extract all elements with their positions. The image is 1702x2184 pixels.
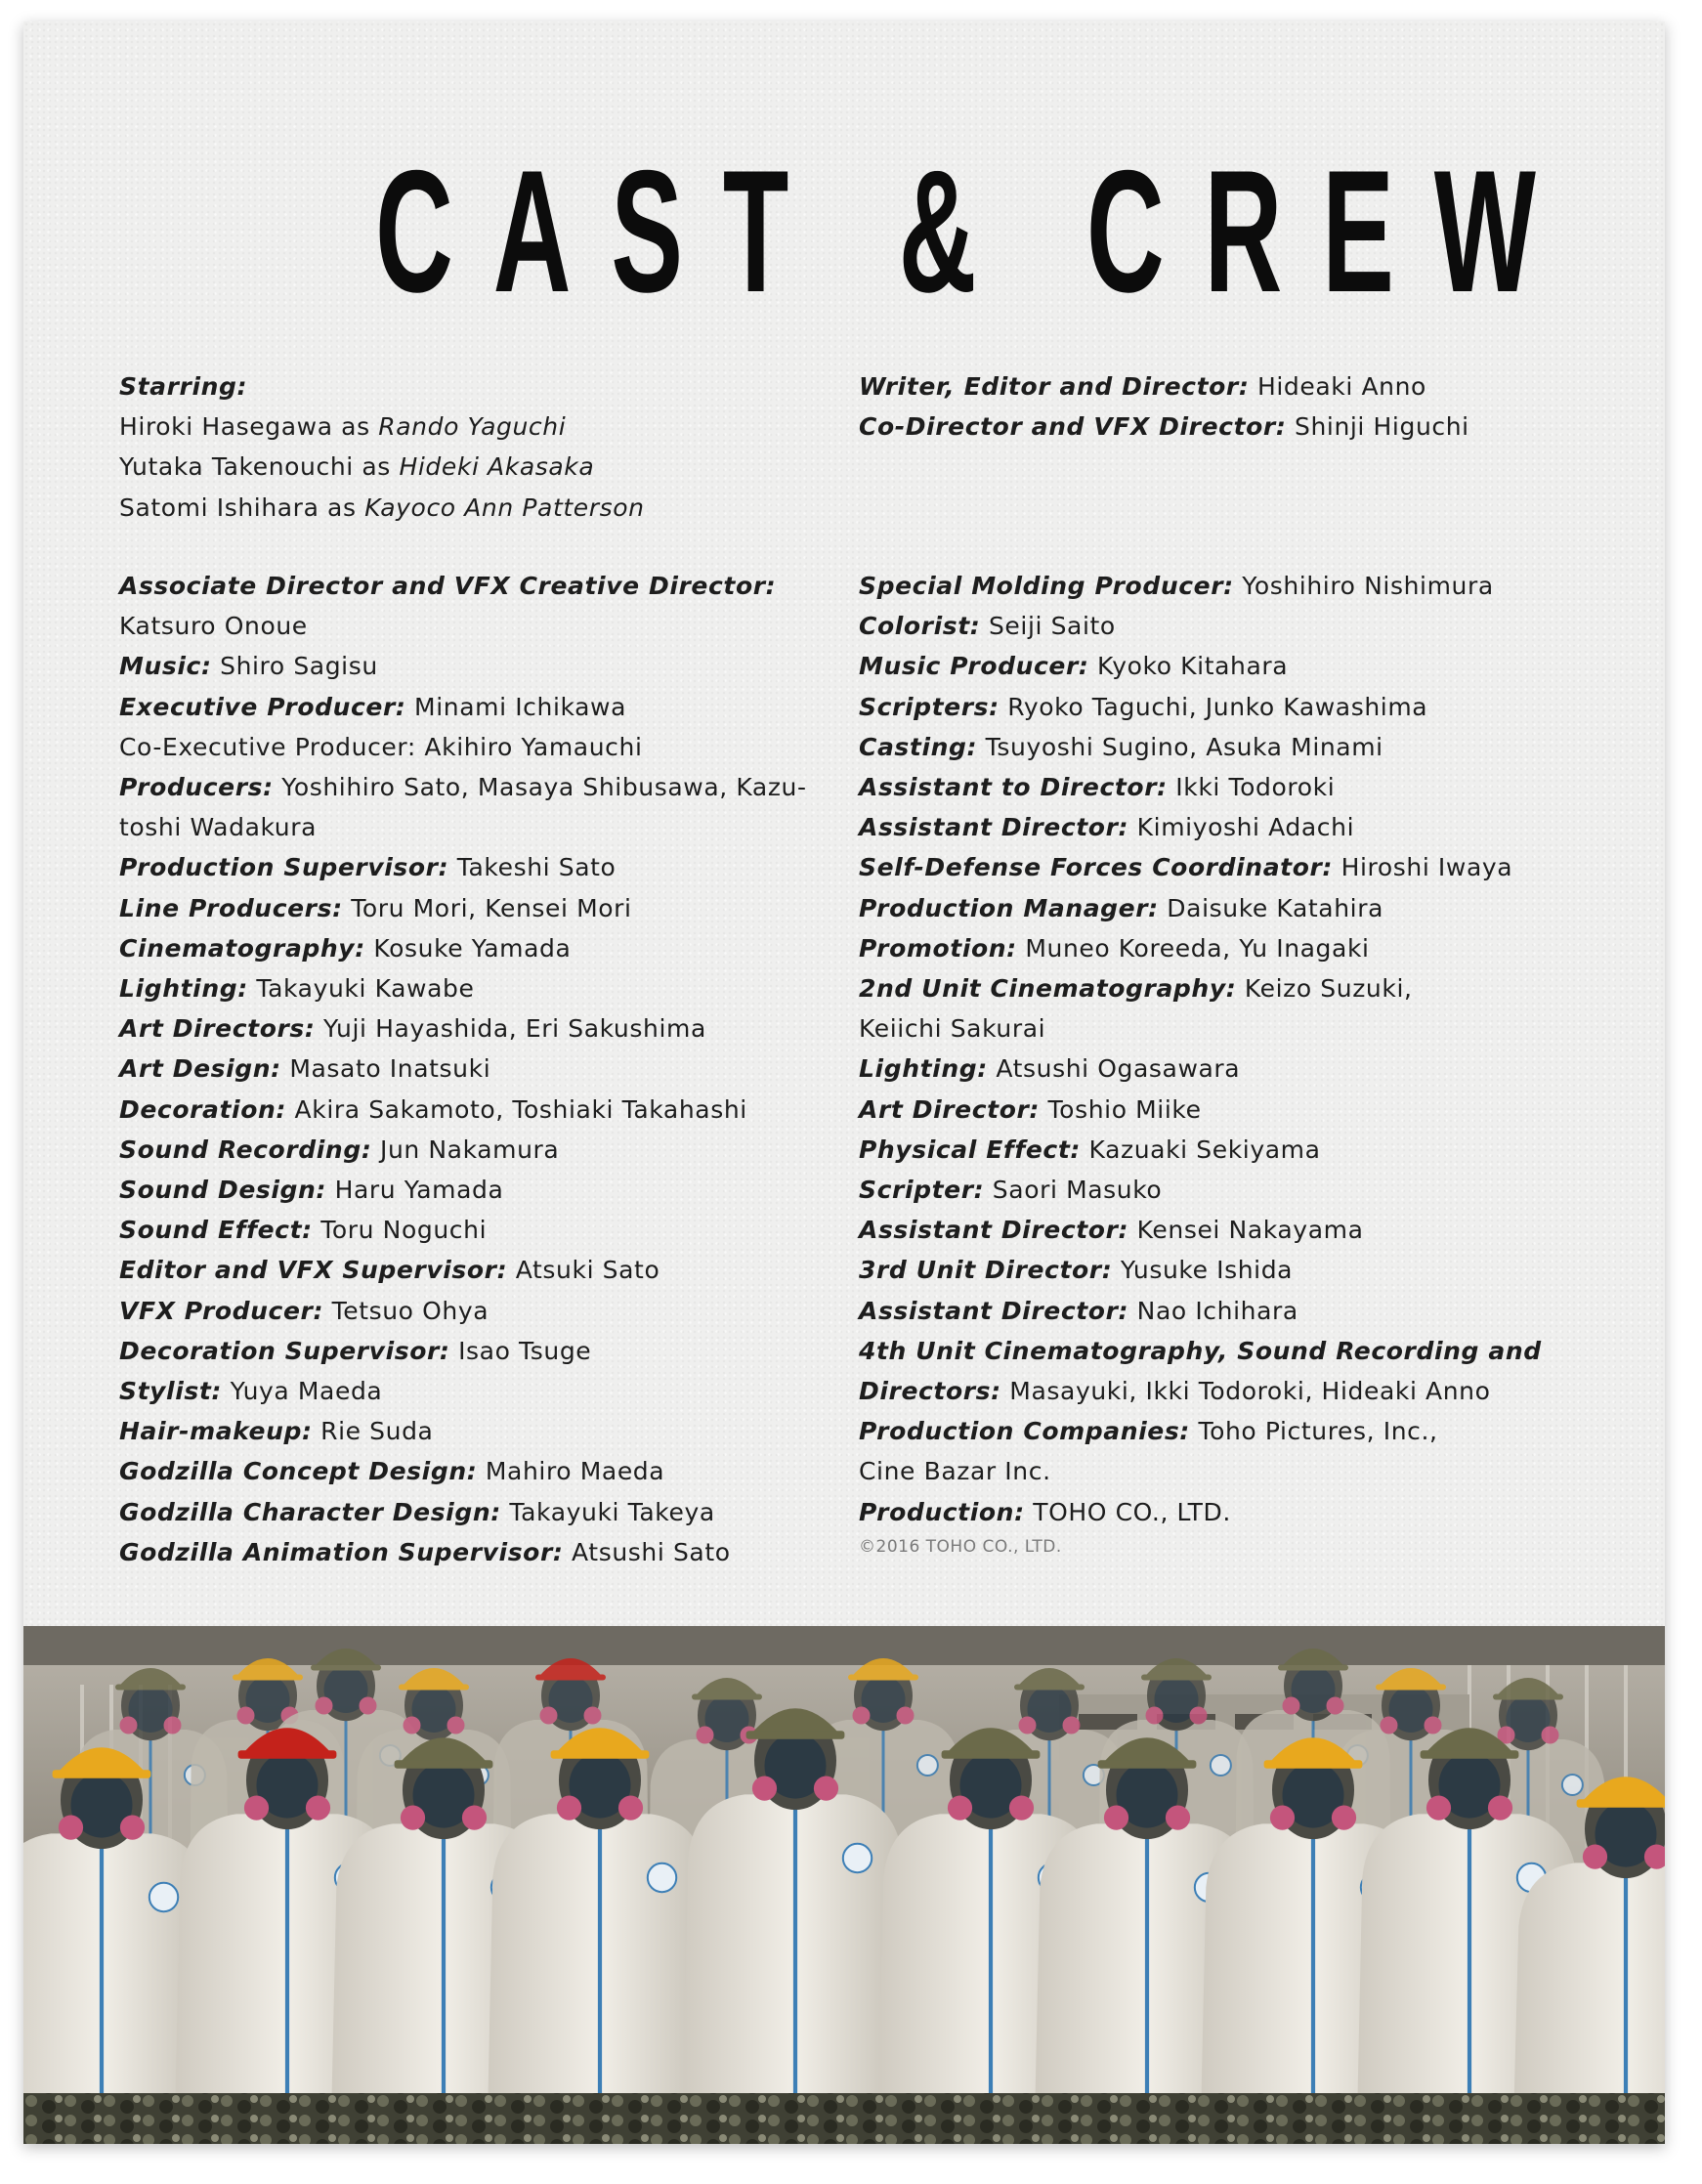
credit-role: Music: <box>119 652 212 681</box>
credit-line <box>119 1371 842 1411</box>
credit-role: Decoration: <box>119 1094 286 1124</box>
credit-role: Assistant Director: <box>859 813 1129 842</box>
credit-name: Haru Yamada <box>326 1176 504 1205</box>
credit-line <box>119 1170 842 1210</box>
credit-role: Executive Producer: <box>119 692 406 721</box>
credit-name: Kyoko Kitahara <box>1088 652 1289 681</box>
credit-line <box>119 928 842 968</box>
credit-role: Decoration Supervisor: <box>119 1336 450 1365</box>
credit-role: Stylist: <box>119 1377 223 1406</box>
credit-name: Toru Mori, Kensei Mori <box>342 893 632 922</box>
credit-role: Production Supervisor: <box>119 853 449 882</box>
credit-name: Masayuki, Ikki Todoroki, Hideaki Anno <box>1000 1377 1491 1406</box>
credit-line <box>859 407 1601 447</box>
credit-role: Hair-makeup: <box>119 1417 313 1446</box>
credit-line <box>859 1049 1601 1089</box>
crew-list-right <box>859 566 1601 1532</box>
credit-line <box>119 968 842 1008</box>
credit-line <box>859 767 1601 807</box>
credit-name: TOHO CO., LTD. <box>1024 1497 1231 1526</box>
credit-role: Self-Defense Forces Coordinator: <box>859 853 1334 882</box>
credit-line <box>859 807 1601 847</box>
credit-role: Godzilla Character Design: <box>119 1497 501 1526</box>
credit-line <box>859 1411 1601 1451</box>
credit-line <box>859 366 1601 407</box>
direction-block <box>859 366 1601 447</box>
cast-line <box>119 447 842 487</box>
credit-role: Line Producers: <box>119 893 343 922</box>
credit-line <box>859 1492 1601 1532</box>
credit-role: VFX Producer: <box>119 1296 324 1325</box>
credit-line <box>119 807 842 847</box>
credit-name: Nao Ichihara <box>1128 1296 1298 1325</box>
credit-line <box>119 767 842 807</box>
credit-role: Art Directors: <box>119 1014 316 1044</box>
credit-name: Yoshihiro Sato, Masaya Shibusawa, Kazu- <box>273 773 807 802</box>
credit-line <box>119 1411 842 1451</box>
credit-role: Assistant Director: <box>859 1296 1129 1325</box>
credit-line <box>119 847 842 887</box>
cast-line <box>119 407 842 447</box>
credit-role: Production: <box>859 1497 1025 1526</box>
credit-role: Co-Director and VFX Director: <box>859 412 1287 442</box>
credit-line <box>119 566 842 606</box>
credit-name: Muneo Koreeda, Yu Inagaki <box>1016 933 1370 963</box>
credit-name: Co-Executive Producer: Akihiro Yamauchi <box>119 732 643 761</box>
page-title: CAST & CREW <box>375 134 1576 328</box>
credit-name: Shinji Higuchi <box>1286 412 1469 442</box>
credit-line <box>119 727 842 767</box>
credit-line <box>119 646 842 686</box>
credit-role: Writer, Editor and Director: <box>859 372 1250 401</box>
credit-role: Colorist: <box>859 612 981 641</box>
credit-role: Godzilla Animation Supervisor: <box>119 1537 564 1566</box>
starring-block <box>119 366 842 528</box>
credit-name: Isao Tsuge <box>449 1336 592 1365</box>
credit-name: Masato Inatsuki <box>280 1054 491 1084</box>
credit-role: Production Manager: <box>859 893 1159 922</box>
credit-name: Kensei Nakayama <box>1128 1216 1364 1245</box>
credit-name: Yuya Maeda <box>222 1377 383 1406</box>
credit-line <box>859 727 1601 767</box>
credit-line <box>859 1331 1601 1371</box>
credit-name: Hideaki Anno <box>1249 372 1426 401</box>
character-name: Hideki Akasaka <box>399 452 595 482</box>
credit-name: Minami Ichikawa <box>405 692 627 721</box>
credit-role: Starring: <box>119 372 248 401</box>
credit-line <box>859 1371 1601 1411</box>
credit-name: Saori Masuko <box>984 1176 1163 1205</box>
credit-line <box>859 888 1601 928</box>
credit-name: Atsushi Sato <box>563 1537 731 1566</box>
credit-name: Cine Bazar Inc. <box>859 1457 1051 1486</box>
credit-role: Production Companies: <box>859 1417 1190 1446</box>
credit-line <box>859 1291 1601 1331</box>
credit-role: Associate Director and VFX Creative Director: <box>119 572 777 600</box>
credit-role: Producers: <box>119 773 274 802</box>
actor-name: Satomi Ishihara <box>119 492 319 522</box>
credit-role: Art Design: <box>119 1054 281 1084</box>
character-name: Rando Yaguchi <box>378 412 567 442</box>
credit-name: Yoshihiro Nishimura <box>1233 572 1494 600</box>
credit-line <box>119 1008 842 1049</box>
hazmat-crew-photo <box>23 1626 1665 2144</box>
copyright-notice: ©2016 TOHO CO., LTD. <box>859 1536 1062 1557</box>
credit-line <box>119 366 842 407</box>
credit-name: Ryoko Taguchi, Junko Kawashima <box>999 692 1428 721</box>
credit-name: Shiro Sagisu <box>211 652 378 681</box>
credit-name: Kazuaki Sekiyama <box>1080 1135 1321 1164</box>
credit-line <box>119 1049 842 1089</box>
credit-role: 3rd Unit Director: <box>859 1256 1113 1285</box>
credit-line <box>119 1291 842 1331</box>
credit-name: Atsuki Sato <box>507 1256 660 1285</box>
credit-line <box>859 1170 1601 1210</box>
credit-name: Toshio Miike <box>1040 1094 1202 1124</box>
credit-line <box>119 1090 842 1130</box>
cast-line <box>119 488 842 528</box>
credit-role: Special Molding Producer: <box>859 572 1234 600</box>
credit-name: Takayuki Kawabe <box>247 974 475 1004</box>
credit-role: Assistant to Director: <box>859 773 1168 802</box>
credit-name: Katsuro Onoue <box>119 612 308 641</box>
credit-role: Casting: <box>859 732 978 761</box>
credit-name: Kosuke Yamada <box>364 933 572 963</box>
credit-name: Takayuki Takeya <box>500 1497 715 1526</box>
credit-line <box>119 1451 842 1491</box>
credit-line <box>119 1492 842 1532</box>
credit-name: Atsushi Ogasawara <box>987 1054 1241 1084</box>
credit-role: Godzilla Concept Design: <box>119 1457 478 1486</box>
credit-line <box>119 687 842 727</box>
credit-role: Lighting: <box>859 1054 988 1084</box>
credit-name: Mahiro Maeda <box>477 1457 665 1486</box>
credit-line <box>119 1210 842 1250</box>
credit-name: Yusuke Ishida <box>1112 1256 1294 1285</box>
credit-name: Toru Noguchi <box>312 1216 488 1245</box>
as-word: as <box>332 412 379 442</box>
credit-line <box>859 646 1601 686</box>
credit-line <box>859 847 1601 887</box>
credit-role: Assistant Director: <box>859 1216 1129 1245</box>
credit-line <box>859 1008 1601 1049</box>
credit-role: Cinematography: <box>119 933 365 963</box>
credit-role: Sound Design: <box>119 1176 327 1205</box>
credit-line <box>859 928 1601 968</box>
credit-line <box>119 888 842 928</box>
credit-line <box>859 968 1601 1008</box>
credit-name: Kimiyoshi Adachi <box>1128 813 1355 842</box>
hazmat-crew-illustration <box>23 1626 1665 2144</box>
credit-role: Scripters: <box>859 692 1000 721</box>
credit-role: Art Director: <box>859 1094 1041 1124</box>
credit-name: Akira Sakamoto, Toshiaki Takahashi <box>286 1094 747 1124</box>
credit-line <box>859 1210 1601 1250</box>
actor-name: Yutaka Takenouchi <box>119 452 354 482</box>
credit-role: Directors: <box>859 1377 1001 1406</box>
credit-name: Rie Suda <box>312 1417 434 1446</box>
credit-name: Yuji Hayashida, Eri Sakushima <box>315 1014 706 1044</box>
credit-name: Tetsuo Ohya <box>323 1296 489 1325</box>
credit-line <box>119 606 842 646</box>
as-word: as <box>353 452 400 482</box>
credit-line <box>859 687 1601 727</box>
character-name: Kayoco Ann Patterson <box>364 492 645 522</box>
actor-name: Hiroki Hasegawa <box>119 412 333 442</box>
credit-name: Jun Nakamura <box>371 1135 560 1164</box>
credit-role: Lighting: <box>119 974 248 1004</box>
credit-line <box>859 1451 1601 1491</box>
credit-name: Seiji Saito <box>980 612 1116 641</box>
credit-role: Sound Effect: <box>119 1216 313 1245</box>
credit-line <box>859 1090 1601 1130</box>
credit-role: Promotion: <box>859 933 1017 963</box>
crew-list-right-wrap <box>859 566 1601 1560</box>
credit-role: Physical Effect: <box>859 1135 1081 1164</box>
credit-name: Keiichi Sakurai <box>859 1014 1046 1044</box>
crew-list-left <box>119 566 842 1572</box>
credit-name: Toho Pictures, Inc., <box>1189 1417 1438 1446</box>
credit-name: Tsuyoshi Sugino, Asuka Minami <box>977 732 1383 761</box>
credit-line <box>119 1130 842 1170</box>
credit-line <box>859 606 1601 646</box>
credit-line <box>119 1331 842 1371</box>
credit-name: toshi Wadakura <box>119 813 318 842</box>
credit-role: Sound Recording: <box>119 1135 372 1164</box>
credit-name: Daisuke Katahira <box>1158 893 1383 922</box>
credit-line <box>119 1250 842 1290</box>
credit-role: Music Producer: <box>859 652 1089 681</box>
credit-line <box>859 566 1601 606</box>
credit-role: 4th Unit Cinematography, Sound Recording and <box>859 1336 1542 1365</box>
credit-role: 2nd Unit Cinematography: <box>859 974 1237 1004</box>
credit-name: Takeshi Sato <box>448 853 617 882</box>
credit-name: Keizo Suzuki, <box>1236 974 1413 1004</box>
poster-sheet <box>23 21 1665 2144</box>
credit-line <box>119 1532 842 1572</box>
credit-line <box>859 1250 1601 1290</box>
credit-name: Ikki Todoroki <box>1167 773 1336 802</box>
as-word: as <box>319 492 365 522</box>
credit-role: Editor and VFX Supervisor: <box>119 1256 508 1285</box>
credit-role: Scripter: <box>859 1176 985 1205</box>
credit-name: Hiroshi Iwaya <box>1333 853 1513 882</box>
credit-line <box>859 1130 1601 1170</box>
